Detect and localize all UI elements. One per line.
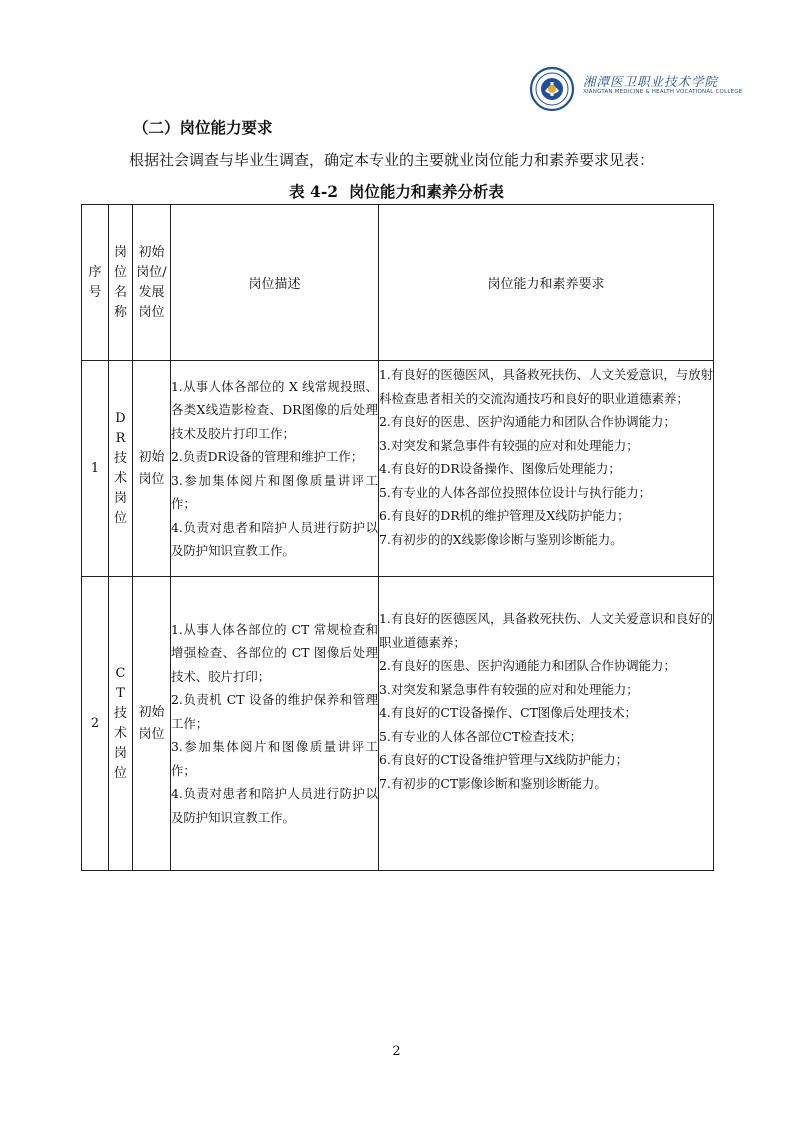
college-name-english: XIANGTAN MEDICINE & HEALTH VOCATIONAL COLLEGE xyxy=(583,89,743,95)
header-description: 岗位描述 xyxy=(171,205,379,361)
row-initial-post: 初始岗位 xyxy=(133,361,171,577)
college-seal-icon xyxy=(527,66,577,112)
row-description: 1.从事人体各部位的 CT 常规检查和增强检查、各部位的 CT 图像后处理技术、胶片打印； 2.负责机 CT 设备的维护保养和管理工作； 3.参加集体阅片和图像质量讲评工作； 4.负责对患者和陪护人员进行防护以及防护知识宣教工作。 xyxy=(171,577,379,871)
row-initial-post: 初始岗位 xyxy=(133,577,171,871)
table-header-row xyxy=(82,205,714,361)
table-row xyxy=(82,361,714,577)
page-number: 2 xyxy=(392,1044,401,1059)
section-title: （二）岗位能力要求 xyxy=(133,118,273,137)
row-requirements: 1.有良好的医德医风，具备救死扶伤、人文关爱意识，与放射科检查患者相关的交流沟通技巧和良好的职业道德素养； 2.有良好的医患、医护沟通能力和团队合作协调能力； 3.对突发和紧急事件有较强的应对和处理能力； 4.有良好的DR设备操作、图像后处理能力； 5.有专业的人体各部位投照体位设计与执行能力； 6.有良好的DR机的维护管理及X线防护能力； 7.有初步的的X线影像诊断与鉴别诊断能力。 xyxy=(379,361,714,577)
post-ability-table xyxy=(81,204,714,871)
row-index: 1 xyxy=(82,361,109,577)
table-row xyxy=(82,577,714,871)
header-initial-post: 初始岗位/发展岗位 xyxy=(133,205,171,361)
row-post-name: CT技术岗位 xyxy=(109,577,133,871)
intro-paragraph: 根据社会调查与毕业生调查，确定本专业的主要就业岗位能力和素养要求见表： xyxy=(129,151,655,169)
header-requirements: 岗位能力和素养要求 xyxy=(379,205,714,361)
college-name: 湘潭医卫职业技术学院 xyxy=(583,74,719,89)
header-index: 序号 xyxy=(82,205,109,361)
row-index: 2 xyxy=(82,577,109,871)
row-requirements: 1.有良好的医德医风，具备救死扶伤、人文关爱意识和良好的职业道德素养； 2.有良好的医患、医护沟通能力和团队合作协调能力； 3.对突发和紧急事件有较强的应对和处理能力； 4.有良好的CT设备操作、CT图像后处理技术； 5.有专业的人体各部位CT检查技术； 6.有良好的CT设备维护管理与X线防护能力； 7.有初步的CT影像诊断和鉴别诊断能力。 xyxy=(379,577,714,871)
row-description: 1.从事人体各部位的 X 线常规投照、各类X线造影检查、DR图像的后处理技术及胶片打印工作； 2.负责DR设备的管理和维护工作； 3.参加集体阅片和图像质量讲评工作； 4.负责对患者和陪护人员进行防护以及防护知识宣教工作。 xyxy=(171,361,379,577)
header-post-name: 岗位名称 xyxy=(109,205,133,361)
row-post-name: DR技术岗位 xyxy=(109,361,133,577)
table-caption: 表 4-2 岗位能力和素养分析表 xyxy=(289,182,504,201)
